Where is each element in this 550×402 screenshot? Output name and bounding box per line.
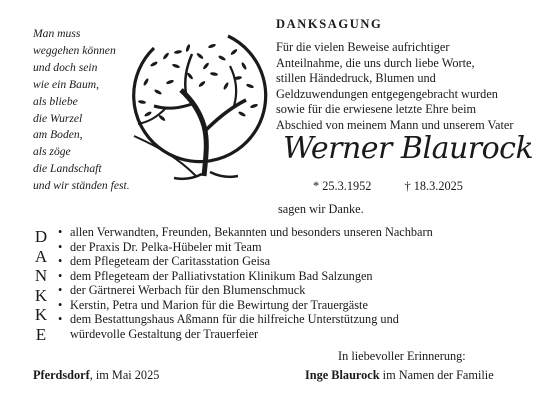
thanks-line: Abschied von meinem Mann und unserem Vater xyxy=(276,117,514,132)
list-item-text: dem Bestattungshaus Aßmann für die hilfreiche Unterstützung und xyxy=(70,312,399,326)
closing-line: sagen wir Danke. xyxy=(278,202,364,216)
acrostic-letter: K xyxy=(34,305,48,325)
list-item-text: allen Verwandten, Freunden, Bekannten und besonders unseren Nachbarn xyxy=(70,225,433,239)
acrostic-letter: N xyxy=(34,266,48,286)
list-item xyxy=(58,283,518,298)
bullet: • xyxy=(58,297,63,312)
thanks-line: Geldzuwendungen entgegengebracht wurden xyxy=(276,86,498,101)
poem-line: weggehen können xyxy=(33,43,116,57)
poem-line: und doch sein xyxy=(33,60,98,74)
tree-illustration xyxy=(126,26,268,184)
bullet: • xyxy=(58,225,63,239)
list-item xyxy=(58,298,518,313)
memory-line: In liebevoller Erinnerung: xyxy=(338,349,466,363)
bullet: • xyxy=(58,268,63,283)
list-item xyxy=(58,269,518,284)
thanks-line: Für die vielen Beweise aufrichtiger xyxy=(276,40,450,54)
place-date xyxy=(33,368,159,383)
signer-name: Inge Blaurock xyxy=(305,368,380,382)
thanks-line: sowie für die erwiesene letzte Ehre beim xyxy=(276,102,477,117)
poem-line: und wir ständen fest. xyxy=(33,179,130,193)
signature-line xyxy=(305,368,494,383)
place: Pferdsdorf xyxy=(33,368,90,382)
poem-line: wie ein Baum, xyxy=(33,77,100,91)
acrostic-letter: K xyxy=(34,285,48,305)
list-item xyxy=(58,327,518,342)
list-item-text: der Gärtnerei Werbach für den Blumenschmuck xyxy=(70,283,306,297)
poem-line: die Landschaft xyxy=(33,162,102,176)
acrostic-letter: D xyxy=(34,227,48,246)
deceased-name: Werner Blaurock xyxy=(283,131,534,166)
acrostic-letter: E xyxy=(35,324,47,344)
list-item xyxy=(58,254,518,269)
list-item-text: der Praxis Dr. Pelka-Hübeler mit Team xyxy=(70,239,262,254)
bullet: • xyxy=(58,254,63,268)
list-item-text: würdevolle Gestaltung der Trauerfeier xyxy=(70,326,259,341)
bullet: • xyxy=(58,312,63,326)
acrostic-letter: A xyxy=(34,246,48,266)
date-text: , im Mai 2025 xyxy=(89,368,160,382)
poem-line: am Boden, xyxy=(33,128,83,142)
signer-suffix: im Namen der Familie xyxy=(379,368,494,382)
list-item xyxy=(58,312,518,327)
dake-acrostic xyxy=(33,227,49,345)
heading: DANKSAGUNG xyxy=(276,17,383,31)
list-item-text: dem Pflegeteam der Palliativstation Klinikum Bad Salzungen xyxy=(70,268,373,283)
bullet: • xyxy=(58,283,63,297)
life-dates xyxy=(313,179,463,194)
poem-line: als zöge xyxy=(33,145,71,159)
thanks-text xyxy=(276,40,538,134)
thanks-line: stillen Händedruck, Blumen und xyxy=(276,71,436,86)
list-item xyxy=(58,225,518,240)
list-item-text: dem Pflegeteam der Caritasstation Geisa xyxy=(70,254,271,268)
birth-date: * 25.3.1952 xyxy=(313,179,372,193)
list-item-text: Kerstin, Petra und Marion für die Bewirtung der Trauergäste xyxy=(70,297,368,312)
poem-line: Man muss xyxy=(33,27,81,40)
bullet: • xyxy=(58,239,63,254)
poem-line: die Wurzel xyxy=(33,111,83,125)
list-item xyxy=(58,240,518,255)
thanks-list xyxy=(58,225,518,341)
death-date: † 18.3.2025 xyxy=(404,179,463,193)
poem-line: als bliebe xyxy=(33,94,78,108)
thanks-line: Anteilnahme, die uns durch liebe Worte, xyxy=(276,55,475,70)
